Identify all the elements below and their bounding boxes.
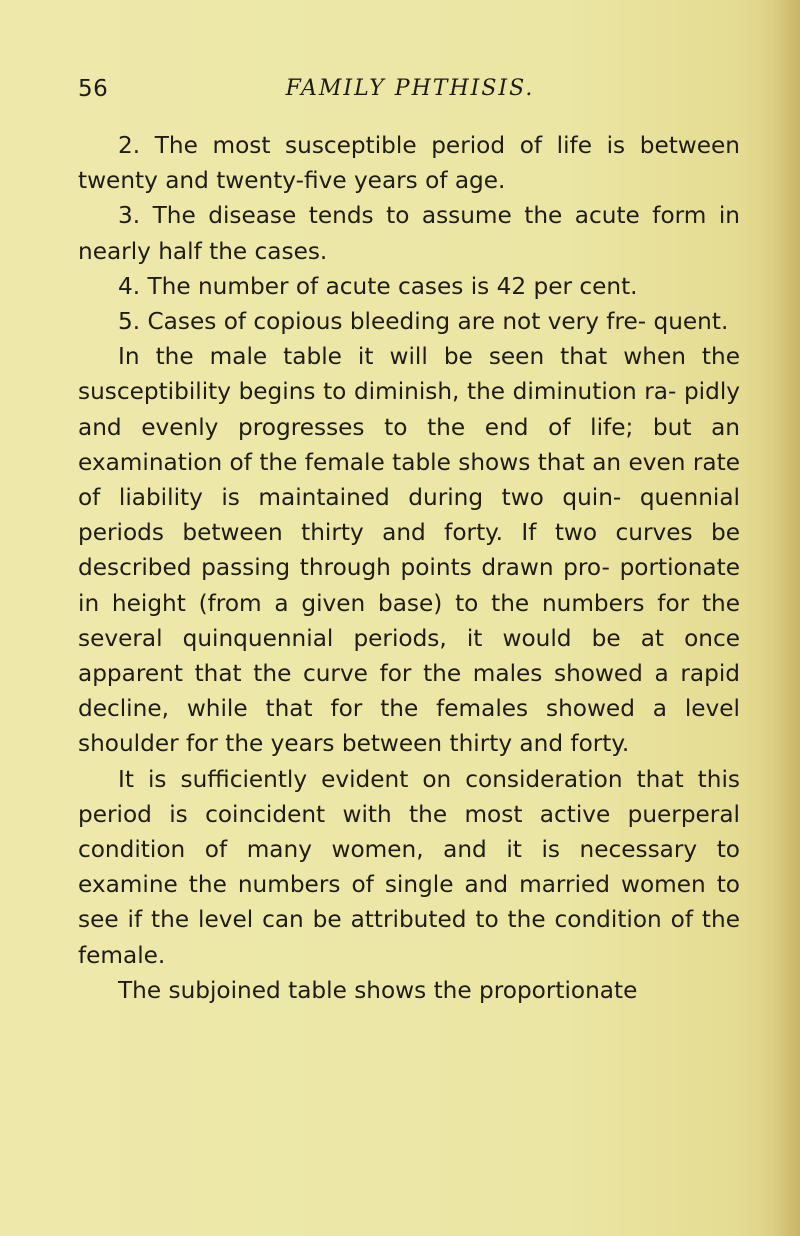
paragraph-point-2: 2. The most susceptible period of life is between twenty and twenty-five years of age. xyxy=(78,132,740,195)
paragraph-puerperal: It is sufficiently evident on consideration that this period is coincident with the most active puerperal condition of many women, and it is necessary to examine the numbers of single and married women to see if the level can be attributed to the condition of the female. xyxy=(78,765,740,969)
paragraph-male-table: In the male table it will be seen that when the susceptibility begins to diminish, the diminution ra- pidly and evenly progresses to the end of life; but an examination of the female table shows that an even rate of liability is maintained during two quin- quennial periods between thirty and forty. If two curves be described passing through points drawn pro- portionate in height (from a given base) to the numbers for the several quinquennial periods, it would be at once apparent that the curve for the males showed a rapid decline, while that for the females showed a level shoulder for the years between thirty and forty. xyxy=(78,343,740,758)
page-edge-shadow xyxy=(772,0,800,1236)
paragraph-point-3: 3. The disease tends to assume the acute form in nearly half the cases. xyxy=(78,202,740,265)
paragraph-point-5: 5. Cases of copious bleeding are not very fre- quent. xyxy=(118,308,729,336)
running-head: FAMILY PHTHISIS. xyxy=(285,76,535,101)
page-number: 56 xyxy=(78,76,109,102)
page-header xyxy=(78,76,742,110)
body-text xyxy=(78,128,740,1008)
paragraph-subjoined-table: The subjoined table shows the proportionate xyxy=(118,976,638,1004)
paragraph-point-4: 4. The number of acute cases is 42 per cent. xyxy=(118,272,638,300)
